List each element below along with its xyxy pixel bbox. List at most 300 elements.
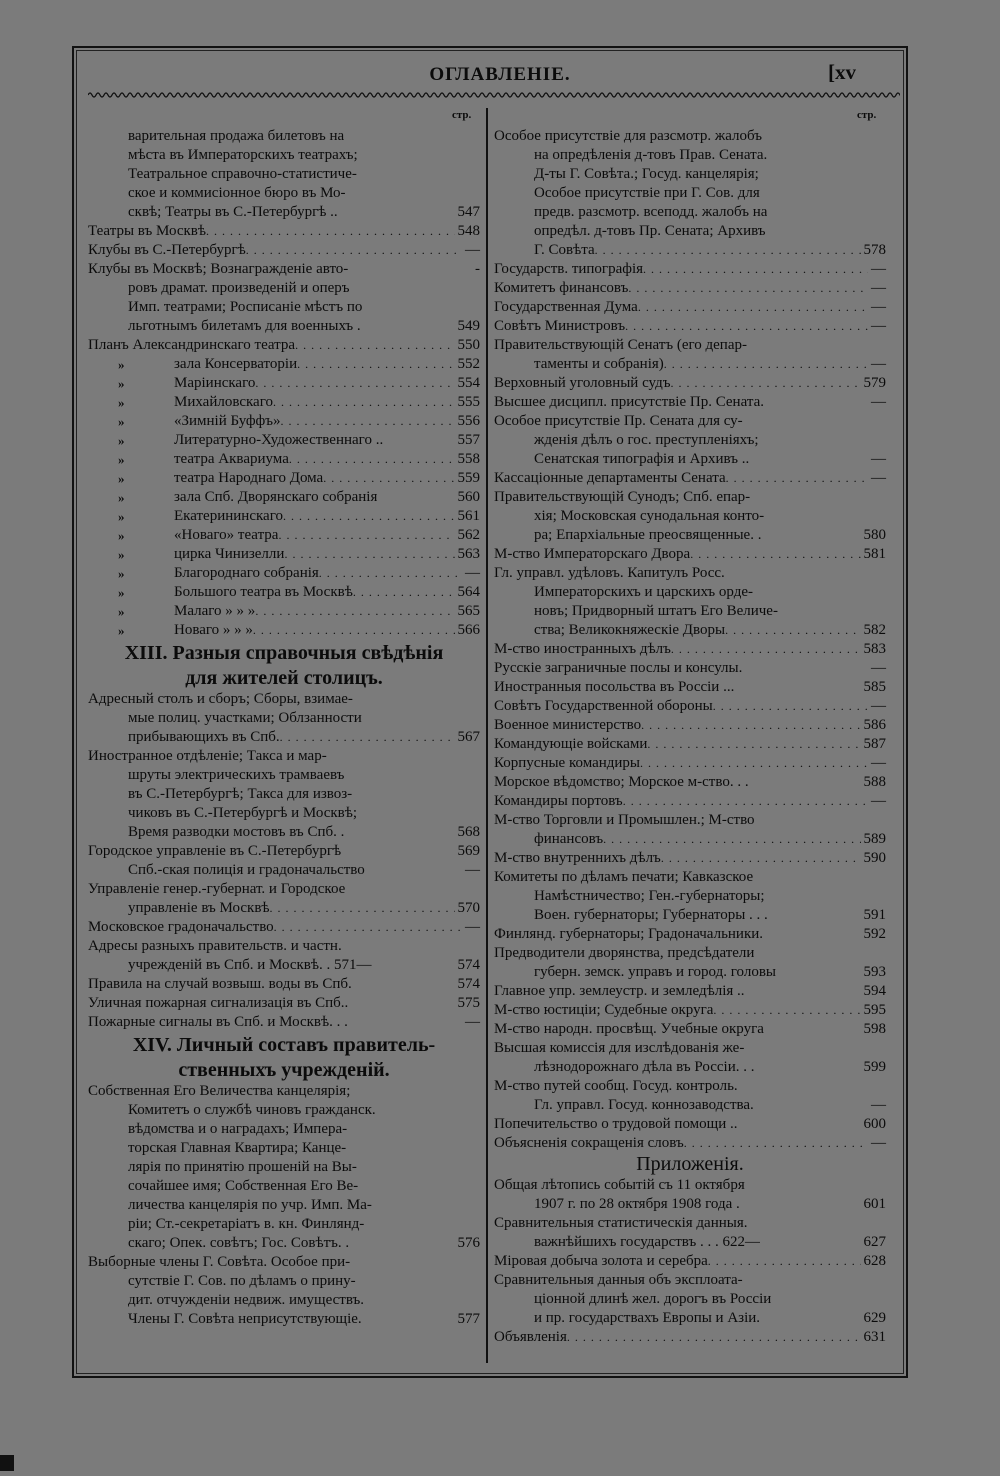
toc-entry — [88, 1291, 480, 1310]
toc-entry-text: Адресы разныхъ правительств. и частн. — [88, 938, 342, 954]
toc-entry — [88, 1120, 480, 1139]
toc-page-number: 600 — [863, 1116, 886, 1132]
toc-entry — [494, 1309, 886, 1328]
toc-leader — [661, 849, 861, 868]
toc-leader — [289, 450, 455, 469]
toc-leader — [246, 241, 462, 260]
toc-entry-text: Имп. театрами; Росписаніе мѣстъ по — [128, 299, 363, 315]
toc-entry-text: Время разводки мостовъ въ Спб. . — [128, 824, 345, 840]
ditto-mark: » — [118, 604, 125, 619]
toc-leader — [319, 564, 462, 583]
toc-entry-text: Благороднаго собранія — [174, 565, 319, 581]
ditto-mark: » — [118, 471, 125, 486]
toc-entry-text: Морское вѣдомство; Морское м-ство. . . — [494, 774, 749, 790]
toc-page-number: — — [871, 261, 886, 277]
toc-entry-text: Малаго » » » — [174, 603, 256, 619]
toc-entry — [88, 298, 480, 317]
toc-entry-text: Воен. губернаторы; Губернаторы . . . — [534, 907, 768, 923]
toc-page-number: 557 — [457, 432, 480, 448]
toc-entry-text: Иностранныя посольства въ Россіи ... — [494, 679, 735, 695]
left-entries-3 — [88, 1082, 480, 1329]
toc-entry — [494, 1039, 886, 1058]
toc-entry-text: зала Консерваторіи — [174, 356, 298, 372]
toc-entry-text: М-ство иностранныхъ дѣлъ — [494, 641, 671, 657]
toc-page-number: 631 — [863, 1329, 886, 1345]
toc-entry-text: жденія дѣлъ о гос. преступленіяхъ; — [534, 432, 759, 448]
toc-entry — [494, 944, 886, 963]
toc-entry — [88, 766, 480, 785]
section-14-heading: XIV. Личный составъ правитель- — [132, 1034, 436, 1056]
toc-entry-text: М-ство внутреннихъ дѣлъ — [494, 850, 661, 866]
toc-page-number: — — [871, 660, 886, 676]
section-13-heading: XIII. Разныя справочныя свѣдѣнія — [124, 642, 444, 664]
toc-entry-text: М-ство народн. просвѣщ. Учебные округа — [494, 1021, 764, 1037]
toc-entry-text: и пр. государствахъ Европы и Азіи. — [534, 1310, 761, 1326]
ditto-mark: » — [118, 452, 125, 467]
toc-entry — [494, 640, 886, 659]
toc-page-number: 578 — [863, 242, 886, 258]
toc-page-number: 587 — [863, 736, 886, 752]
toc-entry-text: лярія по принятію прошеній на Вы- — [128, 1159, 357, 1175]
toc-page-number: 574 — [457, 957, 480, 973]
toc-page-number: 594 — [863, 983, 886, 999]
toc-entry-text: таменты и собранія) — [534, 356, 664, 372]
toc-entry-text: М-ство юстиціи; Судебные округа — [494, 1002, 714, 1018]
toc-entry-text: Правительствующій Сенатъ (его депар- — [494, 337, 747, 353]
toc-leader — [323, 469, 454, 488]
toc-entry — [494, 412, 886, 431]
toc-entry-text: мѣста въ Императорскихъ театрахъ; — [128, 147, 358, 163]
toc-page-number: - — [475, 261, 480, 277]
toc-entry — [494, 431, 886, 450]
toc-entry-text: ровъ драмат. произведеній и оперъ — [128, 280, 350, 296]
toc-entry — [494, 1176, 886, 1195]
toc-page-number: 576 — [457, 1235, 480, 1251]
toc-page-number: 582 — [863, 622, 886, 638]
toc-leader — [625, 317, 868, 336]
toc-page-number: 581 — [863, 546, 886, 562]
toc-entry-text: Новаго » » » — [174, 622, 253, 638]
toc-page-number: 595 — [863, 1002, 886, 1018]
toc-entry-text: варительная продажа билетовъ на — [128, 128, 345, 144]
toc-entry — [494, 526, 886, 545]
toc-entry — [88, 507, 480, 526]
toc-entry — [88, 317, 480, 336]
toc-entry-text: «Новаго» театра — [174, 527, 279, 543]
toc-page-number: 563 — [457, 546, 480, 562]
toc-entry — [494, 203, 886, 222]
toc-entry — [88, 431, 480, 450]
toc-entry-text: Сравнительныя данныя объ эксплоата- — [494, 1272, 743, 1288]
toc-page-number: 558 — [457, 451, 480, 467]
toc-entry — [494, 222, 886, 241]
toc-entry-text: Спб.-ская полиція и градоначальство — [128, 862, 365, 878]
toc-entry-text: Совѣтъ Государственной обороны — [494, 698, 713, 714]
toc-entry — [494, 127, 886, 146]
toc-page-number: 560 — [457, 489, 480, 505]
toc-entry-text: ціонной длинѣ жел. дорогъ въ Россіи — [534, 1291, 772, 1307]
toc-entry — [88, 880, 480, 899]
toc-leader — [671, 374, 861, 393]
right-entries-1 — [494, 127, 886, 1153]
toc-entry — [494, 1001, 886, 1020]
toc-entry-text: хія; Московская сунодальная конто- — [534, 508, 765, 524]
toc-entry — [494, 260, 886, 279]
toc-leader — [567, 1328, 861, 1347]
toc-entry — [88, 355, 480, 374]
toc-entry-text: Большого театра въ Москвѣ — [174, 584, 353, 600]
toc-page-number: 552 — [457, 356, 480, 372]
toc-entry — [88, 260, 480, 279]
toc-entry-text: Театры въ Москвѣ — [88, 223, 206, 239]
toc-entry — [88, 127, 480, 146]
toc-page-number: 569 — [457, 843, 480, 859]
toc-entry — [88, 1082, 480, 1101]
toc-page-number: 554 — [457, 375, 480, 391]
ditto-mark: » — [118, 509, 125, 524]
toc-entry — [494, 982, 886, 1001]
toc-leader — [726, 469, 868, 488]
toc-entry — [494, 1271, 886, 1290]
appendix-heading: Приложенія. — [636, 1153, 744, 1175]
toc-entry — [494, 1058, 886, 1077]
toc-entry-text: управленіе въ Москвѣ — [128, 900, 270, 916]
toc-entry-text: Главное упр. землеустр. и земледѣлія .. — [494, 983, 745, 999]
toc-entry-text: Сенатская типографія и Архивъ .. — [534, 451, 750, 467]
toc-entry-text: Екатерининскаго — [174, 508, 283, 524]
toc-entry — [494, 165, 886, 184]
toc-page-number: — — [871, 1097, 886, 1113]
toc-page-number: 567 — [457, 729, 480, 745]
toc-entry-text: чиковъ въ С.-Петербургѣ и Москвѣ; — [128, 805, 358, 821]
toc-entry-text: театра Народнаго Дома — [174, 470, 324, 486]
toc-entry — [88, 279, 480, 298]
toc-entry-text: Комитетъ финансовъ — [494, 280, 629, 296]
toc-entry — [88, 203, 480, 222]
toc-entry-text: Иностранное отдѣленіе; Такса и мар- — [88, 748, 327, 764]
toc-entry-text: Театральное справочно-статистиче- — [128, 166, 357, 182]
toc-entry-text: Командующіе войсками — [494, 736, 648, 752]
toc-entry-text: Кассаціонные департаменты Сената — [494, 470, 726, 486]
right-entries-2 — [494, 1176, 886, 1347]
toc-leader — [278, 526, 454, 545]
toc-entry-text: Корпусные командиры — [494, 755, 641, 771]
toc-entry-text: Міровая добыча золота и серебра — [494, 1253, 708, 1269]
toc-entry-text: сквѣ; Театры въ С.-Петербургѣ .. — [128, 204, 338, 220]
toc-entry-text: Особое присутствіе при Г. Сов. для — [534, 185, 760, 201]
toc-entry-text: Комитетъ о службѣ чиновъ гражданск. — [128, 1102, 376, 1118]
toc-entry — [494, 1020, 886, 1039]
toc-page-number: — — [465, 919, 480, 935]
toc-entry — [88, 861, 480, 880]
toc-entry — [88, 545, 480, 564]
toc-entry — [494, 1290, 886, 1309]
toc-entry — [88, 975, 480, 994]
toc-entry-text: театра Аквариума — [174, 451, 289, 467]
toc-page-number: 548 — [457, 223, 480, 239]
toc-entry — [494, 1115, 886, 1134]
toc-entry — [88, 621, 480, 640]
toc-entry — [494, 602, 886, 621]
toc-leader — [647, 735, 860, 754]
toc-leader — [603, 830, 860, 849]
toc-entry — [494, 849, 886, 868]
toc-entry — [88, 602, 480, 621]
toc-entry — [494, 906, 886, 925]
toc-entry — [88, 1253, 480, 1272]
toc-entry-text: губерн. земск. управъ и город. головы — [534, 964, 776, 980]
toc-entry — [88, 184, 480, 203]
toc-entry — [494, 773, 886, 792]
toc-entry — [88, 956, 480, 975]
toc-entry-text: Общая лѣтопись событій съ 11 октября — [494, 1177, 745, 1193]
toc-entry — [88, 564, 480, 583]
page-title: ОГЛАВЛЕНІЕ. — [429, 64, 571, 85]
ditto-mark: » — [118, 566, 125, 581]
toc-entry — [494, 697, 886, 716]
toc-entry — [494, 1214, 886, 1233]
toc-entry-text: Московское градоначальство — [88, 919, 274, 935]
toc-entry — [88, 469, 480, 488]
toc-entry-text: прибывающихъ въ Спб. — [128, 729, 280, 745]
toc-entry — [88, 526, 480, 545]
toc-entry-text: Правила на случай возвыш. воды въ Спб. — [88, 976, 352, 992]
toc-page-number: 592 — [863, 926, 886, 942]
toc-page-number: 627 — [863, 1234, 886, 1250]
toc-entry — [494, 735, 886, 754]
toc-entry-text: лѣзнодорожнаго дѣла въ Россіи. . . — [534, 1059, 755, 1075]
toc-page-number: — — [465, 862, 480, 878]
toc-page-number: — — [871, 356, 886, 372]
toc-page-number: 588 — [863, 774, 886, 790]
toc-entry — [494, 450, 886, 469]
toc-leader — [353, 583, 455, 602]
toc-entry-text: дит. отчужденіи недвиж. имуществъ. — [128, 1292, 365, 1308]
toc-entry-text: М-ство Торговли и Промышлен.; М-ство — [494, 812, 755, 828]
toc-entry — [88, 842, 480, 861]
toc-entry — [88, 1234, 480, 1253]
toc-entry — [494, 792, 886, 811]
toc-page-number: — — [871, 755, 886, 771]
toc-page-number: 629 — [863, 1310, 886, 1326]
ditto-mark: » — [118, 623, 125, 638]
toc-page-number: 555 — [457, 394, 480, 410]
toc-entry-text: Особое присутствіе Пр. Сената для су- — [494, 413, 743, 429]
toc-leader — [253, 621, 455, 640]
toc-entry-text: торская Главная Квартира; Канце- — [128, 1140, 347, 1156]
toc-leader — [274, 918, 462, 937]
toc-entry — [88, 994, 480, 1013]
toc-entry — [88, 747, 480, 766]
toc-leader — [280, 412, 454, 431]
toc-entry — [494, 868, 886, 887]
left-entries-2 — [88, 690, 480, 1032]
toc-entry — [88, 728, 480, 747]
toc-page-number: 568 — [457, 824, 480, 840]
toc-entry — [88, 393, 480, 412]
toc-page-number: — — [871, 299, 886, 315]
toc-leader — [297, 355, 454, 374]
toc-entry — [88, 241, 480, 260]
toc-entry-text: Сравнительныя статистическія данныя. — [494, 1215, 748, 1231]
ditto-mark: » — [118, 585, 125, 600]
toc-page-number: 586 — [863, 717, 886, 733]
ditto-mark: » — [118, 376, 125, 391]
toc-entry — [88, 165, 480, 184]
toc-page-number: 579 — [863, 375, 886, 391]
toc-entry-text: цирка Чинизелли — [174, 546, 285, 562]
toc-entry-text: скаго; Опек. совѣтъ; Гос. Совѣтъ. . — [128, 1235, 350, 1251]
toc-entry-text: опредѣл. д-товъ Пр. Сената; Архивъ — [534, 223, 766, 239]
right-column — [494, 127, 886, 1347]
ditto-mark: » — [118, 528, 125, 543]
toc-entry-text: въ С.-Петербургѣ; Такса для извоз- — [128, 786, 353, 802]
toc-entry — [88, 785, 480, 804]
toc-page-number: 561 — [457, 508, 480, 524]
toc-page-number: 585 — [863, 679, 886, 695]
toc-page-number: 559 — [457, 470, 480, 486]
toc-entry-text: Г. Совѣта — [534, 242, 595, 258]
toc-entry — [494, 241, 886, 260]
toc-page-number: 593 — [863, 964, 886, 980]
toc-entry-text: Намѣстничество; Ген.-губернаторы; — [534, 888, 765, 904]
toc-entry — [494, 507, 886, 526]
toc-entry — [494, 184, 886, 203]
toc-page-number: — — [465, 242, 480, 258]
toc-entry — [494, 1328, 886, 1347]
toc-entry — [494, 545, 886, 564]
toc-leader — [628, 279, 868, 298]
toc-page-number: 556 — [457, 413, 480, 429]
toc-entry — [88, 1310, 480, 1329]
toc-entry — [88, 1177, 480, 1196]
toc-entry-text: Особое присутствіе для разсмотр. жалобъ — [494, 128, 763, 144]
toc-entry-text: на опредѣленія д-товъ Прав. Сената. — [534, 147, 768, 163]
toc-entry-text: Клубы въ С.-Петербургѣ — [88, 242, 246, 258]
toc-entry — [88, 146, 480, 165]
toc-leader — [623, 792, 868, 811]
ditto-mark: » — [118, 433, 125, 448]
toc-entry — [494, 146, 886, 165]
toc-entry-text: вѣдомства и о наградахъ; Импера- — [128, 1121, 348, 1137]
toc-entry-text: Государственная Дума — [494, 299, 638, 315]
section-13-heading-line2: для жителей столицъ. — [185, 667, 383, 689]
toc-entry — [494, 583, 886, 602]
toc-entry — [494, 1096, 886, 1115]
ditto-mark: » — [118, 414, 125, 429]
toc-entry — [88, 690, 480, 709]
toc-page-number: 550 — [457, 337, 480, 353]
toc-entry — [88, 1101, 480, 1120]
toc-entry-text: Гл. управл. Госуд. коннозаводства. — [534, 1097, 754, 1113]
ditto-mark: » — [118, 395, 125, 410]
toc-page-number: 565 — [457, 603, 480, 619]
toc-page-number: 564 — [457, 584, 480, 600]
toc-leader — [595, 241, 861, 260]
toc-page-number: — — [871, 394, 886, 410]
toc-page-number: 601 — [863, 1196, 886, 1212]
toc-page-number: 580 — [863, 527, 886, 543]
toc-leader — [270, 899, 455, 918]
toc-leader — [638, 298, 868, 317]
toc-leader — [284, 545, 454, 564]
toc-leader — [206, 222, 455, 241]
toc-entry-text: Правительствующій Сунодъ; Спб. епар- — [494, 489, 751, 505]
toc-entry — [494, 1077, 886, 1096]
toc-page-number: 570 — [457, 900, 480, 916]
toc-entry — [494, 621, 886, 640]
toc-entry — [494, 716, 886, 735]
toc-entry — [88, 937, 480, 956]
toc-entry-text: Городское управленіе въ С.-Петербургѣ — [88, 843, 342, 859]
toc-page-number: 577 — [457, 1311, 480, 1327]
toc-entry-text: ріи; Ст.-секретаріатъ в. кн. Финлянд- — [128, 1216, 365, 1232]
toc-entry — [88, 1139, 480, 1158]
toc-entry — [88, 374, 480, 393]
toc-entry-text: Маріинскаго — [174, 375, 256, 391]
toc-entry — [88, 823, 480, 842]
page-number: [xv — [828, 60, 856, 84]
toc-leader — [713, 1001, 860, 1020]
toc-entry — [494, 925, 886, 944]
toc-entry-text: Совѣтъ Министровъ — [494, 318, 626, 334]
toc-entry — [494, 830, 886, 849]
toc-page-number: 598 — [863, 1021, 886, 1037]
toc-entry-text: Выборные члены Г. Совѣта. Особое при- — [88, 1254, 351, 1270]
wavy-divider — [88, 90, 900, 100]
toc-page-number: — — [871, 1135, 886, 1151]
toc-entry-text: ра; Епархіальные преосвященные. . — [534, 527, 762, 543]
toc-page-number: 589 — [863, 831, 886, 847]
toc-entry — [88, 1158, 480, 1177]
toc-page-number: — — [871, 470, 886, 486]
toc-page-number: 628 — [863, 1253, 886, 1269]
toc-leader — [713, 697, 868, 716]
corner-mark — [0, 1455, 14, 1471]
toc-entry-text: важнѣйшихъ государствъ . . . 622— — [534, 1234, 761, 1250]
toc-page-number: 566 — [457, 622, 480, 638]
toc-entry — [494, 564, 886, 583]
toc-entry — [494, 317, 886, 336]
toc-entry-text: ства; Великокняжескіе Дворы — [534, 622, 726, 638]
toc-entry-text: Управленіе генер.-губернат. и Городское — [88, 881, 346, 897]
toc-page-number: 590 — [863, 850, 886, 866]
toc-leader — [641, 716, 860, 735]
toc-entry-text: Высшее дисципл. присутствіе Пр. Сената. — [494, 394, 764, 410]
section-14-heading-line2: ственныхъ учрежденій. — [178, 1059, 390, 1081]
toc-leader — [295, 336, 454, 355]
toc-entry — [494, 298, 886, 317]
toc-entry — [494, 659, 886, 678]
toc-entry-text: Комитеты по дѣламъ печати; Кавказское — [494, 869, 754, 885]
left-column — [88, 127, 480, 1329]
toc-entry-text: мые полиц. участками; Облзанности — [128, 710, 362, 726]
toc-entry — [494, 355, 886, 374]
toc-leader — [671, 640, 861, 659]
toc-entry-text: Уличная пожарная сигнализація въ Спб.. — [88, 995, 349, 1011]
toc-entry-text: Михайловскаго — [174, 394, 273, 410]
toc-entry — [494, 1233, 886, 1252]
toc-entry-text: ское и коммисіонное бюро въ Мо- — [128, 185, 346, 201]
toc-leader — [255, 602, 454, 621]
toc-leader — [725, 621, 860, 640]
toc-entry — [494, 336, 886, 355]
column-divider — [486, 108, 488, 1363]
toc-page-number: 591 — [863, 907, 886, 923]
toc-entry — [88, 412, 480, 431]
toc-entry — [494, 1134, 886, 1153]
ditto-mark: » — [118, 357, 125, 372]
